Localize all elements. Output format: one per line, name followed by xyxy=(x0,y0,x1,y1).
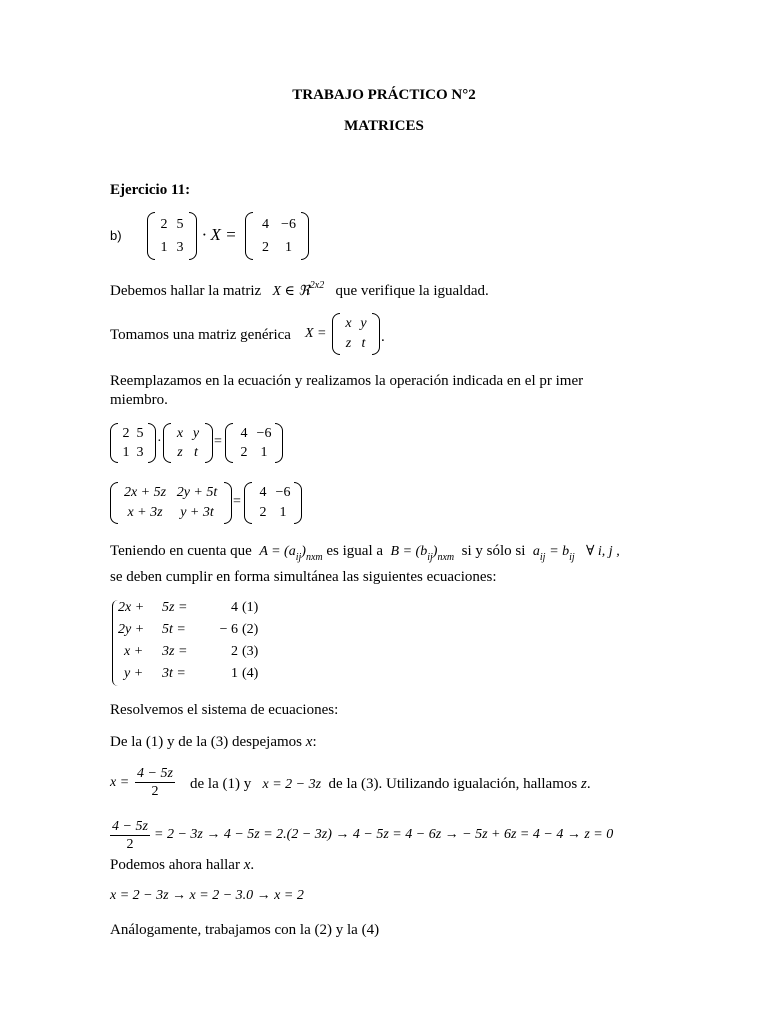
system-row: 2x + 5z = 4 (1) xyxy=(118,600,259,615)
period: . xyxy=(381,329,385,345)
system-row: 2y + 5t = − 6 (2) xyxy=(118,622,259,637)
paragraph-simultanea: se deben cumplir en forma simultánea las siguientes ecuaciones: xyxy=(110,569,497,585)
dot-x-equals: · X = xyxy=(202,225,237,244)
fraction: $\frac{4 - 5z}{2}$ xyxy=(137,766,173,799)
paragraph-teniendo: Teniendo en cuenta que $A = (a_{ij})_{nxm}$ es igual a $B = (b_{ij})_{nxm}$ si y sólo si $a_{ij} = b_{ij}$ ∀ i, j , xyxy=(110,543,620,563)
paragraph-despejamos: De la (1) y de la (3) despejamos x: xyxy=(110,734,317,750)
matrix-b xyxy=(245,212,309,260)
matrix-eq2-b: 4 −6 2 1 xyxy=(244,482,302,524)
paragraph-podemos: Podemos ahora hallar x. xyxy=(110,857,255,873)
system-row: x + 3z = 2 (3) xyxy=(124,644,259,659)
matrix-cell: 4 xyxy=(262,216,269,232)
equation-system xyxy=(118,600,278,688)
matrix-eq1-a: 2 5 1 3 xyxy=(110,423,156,463)
paragraph-hallar: Debemos hallar la matriz X ∈ ℜ$^{2x2}$ que verifique la igualdad. xyxy=(110,280,489,299)
page-subtitle: MATRICES xyxy=(344,118,424,134)
matrix-cell: 1 xyxy=(285,239,292,255)
exercise-heading: Ejercicio 11: xyxy=(110,182,191,198)
x-equals: x = xyxy=(110,775,130,790)
dot: · xyxy=(157,434,162,449)
page-title: TRABAJO PRÁCTICO N°2 xyxy=(292,87,476,103)
derivation-z: = 2 − 3z → 4 − 5z = 2.(2 − 3z) → 4 − 5z = 4 − 6z → − 5z + 6z = 4 − 4 → z = 0 xyxy=(154,827,614,842)
matrix-cell: 1 xyxy=(160,239,168,255)
matrix-cell: 2 xyxy=(160,216,168,232)
matrix-cell: 2 xyxy=(262,239,269,255)
system-row: y + 3t = 1 (4) xyxy=(124,666,259,681)
x-equals: X = xyxy=(305,326,327,341)
paragraph-reemplazamos: Reemplazamos en la ecuación y realizamos la operación indicada en el pr imer xyxy=(110,373,584,389)
matrix-a xyxy=(147,212,197,260)
matrix-cell: 3 xyxy=(176,239,184,255)
fraction: $\frac{4 - 5z}{2}$ xyxy=(112,819,148,852)
matrix-eq1-b: 4 −6 2 1 xyxy=(225,423,283,463)
matrix-generic: x y z t xyxy=(332,313,380,355)
paragraph-reemplazamos-2: miembro. xyxy=(110,392,168,408)
matrix-cell: −6 xyxy=(281,216,296,232)
item-label: b) xyxy=(110,228,122,243)
equals: = xyxy=(214,434,222,449)
matrix-eq1-x: x y z t xyxy=(163,423,213,463)
paragraph-generica: Tomamos una matriz genérica xyxy=(110,327,291,343)
matrix-cell: 5 xyxy=(176,216,184,232)
derivation-x: x = 2 − 3z → x = 2 − 3.0 → x = 2 xyxy=(110,888,304,903)
paragraph-resolvemos: Resolvemos el sistema de ecuaciones: xyxy=(110,702,339,718)
equals: = xyxy=(233,494,241,509)
matrix-eq2-product: 2x + 5z 2y + 5t x + 3z y + 3t xyxy=(110,482,232,524)
paragraph-igualacion: de la (1) y x = 2 − 3z de la (3). Utilizando igualación, hallamos z. xyxy=(190,776,591,792)
paragraph-analogamente: Análogamente, trabajamos con la (2) y la (4) xyxy=(110,922,380,938)
